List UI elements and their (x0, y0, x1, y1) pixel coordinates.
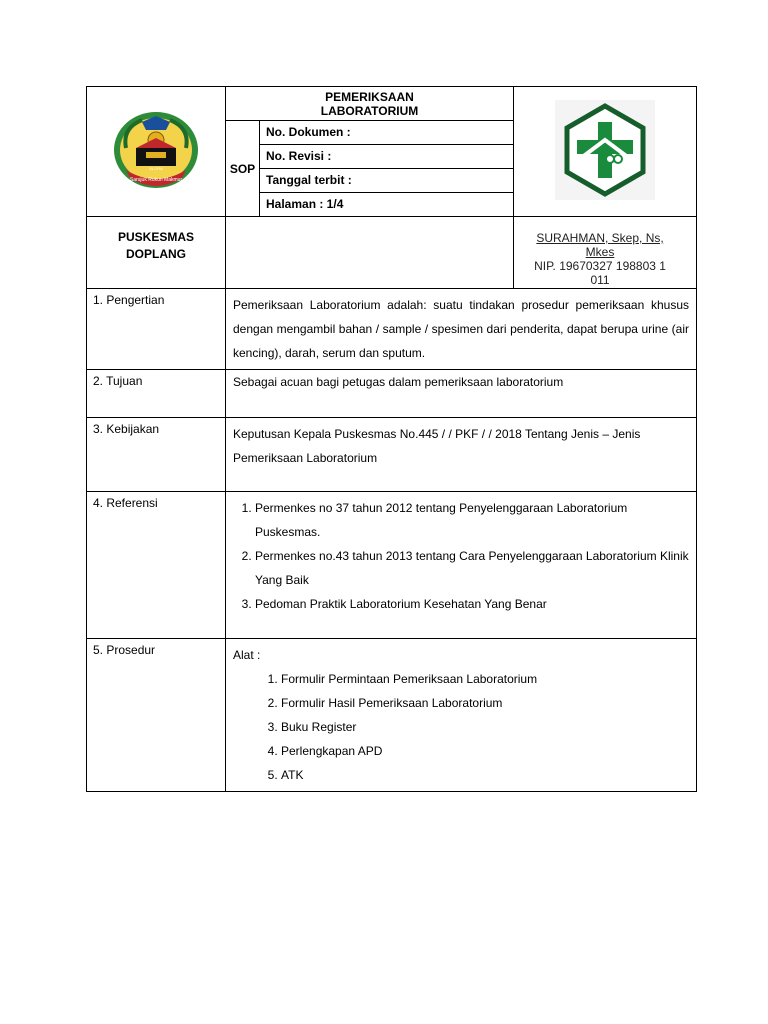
no-dokumen-field: No. Dokumen : (260, 121, 514, 145)
signer-name: SURAHMAN, Skep, Ns, Mkes (536, 231, 664, 259)
tanggal-terbit-field: Tanggal terbit : (260, 169, 514, 193)
sop-content-table (86, 288, 697, 792)
halaman-field: Halaman : 1/4 (260, 193, 514, 217)
blora-regency-emblem-icon (112, 108, 200, 192)
section-label-referensi: 4. Referensi (87, 492, 226, 639)
title-line-2: LABORATORIUM (320, 104, 419, 118)
puskesmas-line-1: PUSKESMAS (117, 230, 194, 244)
list-item: 2. Formulir Hasil Pemeriksaan Laboratorium (281, 691, 689, 715)
referensi-list (233, 496, 689, 616)
section-prosedur (226, 639, 697, 792)
title-line-1: PEMERIKSAAN (325, 90, 414, 104)
right-logo-cell (514, 87, 697, 217)
list-item: 1. Permenkes no 37 tahun 2012 tentang Penyelenggaraan Laboratorium Puskesmas. (255, 496, 689, 544)
list-item: 5. ATK (281, 763, 689, 787)
list-item: 4. Perlengkapan APD (281, 739, 689, 763)
puskesmas-logo-icon (555, 100, 655, 200)
list-item: 2. Permenkes no.43 tahun 2013 tentang Cara Penyelenggaraan Laboratorium Klinik Yang Baik (255, 544, 689, 592)
section-label-tujuan: 2. Tujuan (87, 370, 226, 418)
alat-list (233, 667, 689, 787)
puskesmas-name (87, 217, 226, 289)
puskesmas-line-2: DOPLANG (126, 247, 186, 261)
section-label-kebijakan: 3. Kebijakan (87, 418, 226, 492)
list-item: 3. Buku Register (281, 715, 689, 739)
section-text-tujuan: Sebagai acuan bagi petugas dalam pemeriksaan laboratorium (226, 370, 697, 418)
section-label-prosedur: 5. Prosedur (87, 639, 226, 792)
section-text-kebijakan: Keputusan Kepala Puskesmas No.445 / / PKF / / 2018 Tentang Jenis – Jenis Pemeriksaan Laboratorium (226, 418, 697, 492)
signature-block (514, 217, 697, 289)
section-text-pengertian: Pemeriksaan Laboratorium adalah: suatu tindakan prosedur pemeriksaan khusus dengan mengambil bahan / sample / spesimen dari penderita, dapat berupa urine (air kencing), darah, serum dan sputum. (226, 289, 697, 370)
document-title (226, 87, 514, 121)
signer-nip: NIP. 19670327 198803 1 011 (534, 259, 666, 287)
list-item: 1. Formulir Permintaan Pemeriksaan Laboratorium (281, 667, 689, 691)
left-logo-motto: Sarujuk Rukun Makmur (129, 177, 183, 183)
sop-document (86, 86, 696, 792)
left-logo-cell (87, 87, 226, 217)
no-revisi-field: No. Revisi : (260, 145, 514, 169)
sop-header-table (86, 86, 697, 289)
list-item: 3. Pedoman Praktik Laboratorium Kesehatan Yang Benar (255, 592, 689, 616)
left-logo-text: BLORA (149, 166, 163, 171)
empty-cell (226, 217, 514, 289)
prosedur-intro: Alat : (233, 648, 261, 662)
section-label-pengertian: 1. Pengertian (87, 289, 226, 370)
sop-label: SOP (226, 121, 260, 217)
section-referensi-list (226, 492, 697, 639)
